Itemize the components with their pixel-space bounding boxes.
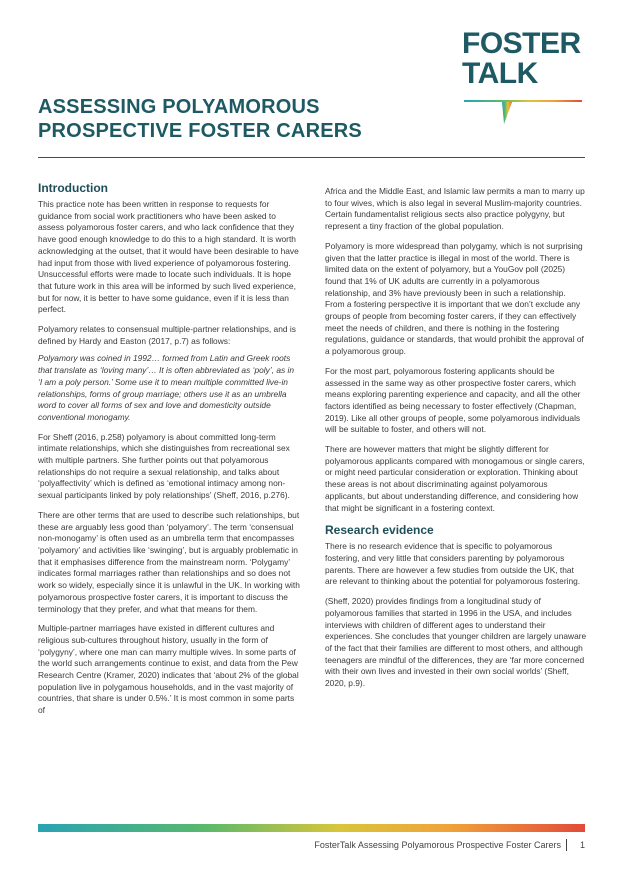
page-number: 1 [579, 840, 585, 850]
logo-line-2: TALK [462, 57, 538, 90]
right-paragraph-3: For the most part, polyamorous fostering applicants should be assessed in the same way as other prospective foster carers, which means exploring parenting experience and capacity, and all the other factors identified as being necessary to foster effectively (Chapman, 2019). Like all other groups of people, some polyamorous individuals will be suitable to foster, and others will not. [325, 365, 581, 435]
footer-separator [566, 839, 567, 851]
right-column [325, 186, 587, 698]
intro-paragraph-3: For Sheff (2016, p.258) polyamory is about committed long-term intimate relationships, which she distinguishes from recreational sex with multiple partners. She further points out that polyamorous relationships do not require a sexual relationship, and talks about ‘polyaffectivity’ which is defined as ‘emotional intimacy among non-sexual participants linked by poly relationships’ (Sheff, 2016, p.276). [38, 431, 290, 501]
title-line-1: ASSESSING POLYAMOROUS [38, 96, 320, 118]
research-paragraph-2: (Sheff, 2020) provides findings from a longitudinal study of polyamorous families that started in 1996 in the USA, and includes interviews with children of different ages to understand their experiences. She concludes that younger children are largely unaware of the fact that their families are different to most others, and although teenagers are mindful of the differences, they are ‘far more concerned with their own lives and invested in their own social worlds’ (Sheff, 2020, p.9). [325, 596, 587, 689]
title-line-2: PROSPECTIVE FOSTER CARERS [38, 120, 362, 142]
title-divider [38, 157, 585, 158]
page-title [38, 95, 418, 143]
intro-paragraph-1: This practice note has been written in response to requests for guidance from social work practitioners who have been asked to assess polyamorous foster carers, and who lack confidence that they have good enough knowledge to do this to a high standard. It is worth acknowledging at the outset, that it would have been desirable to have had input from those with lived experience of polyamorous fostering. Unsuccessful efforts were made to locate such individuals. It is hope that future work in this area will be informed by such lived experience, but for now, it is better to have some guidance, even if it is less than perfect. [38, 199, 299, 315]
fostertalk-logo [462, 27, 592, 134]
speech-bubble-icon [462, 94, 592, 134]
right-paragraph-4: There are however matters that might be slightly different for polyamorous applicants compared with monogamous or single carers, or might need particular consideration or exploration. Thinking about these areas is not about discriminating against polyamorous applicants, but about understanding difference, and considering how that might be significant in a fostering context. [325, 444, 585, 513]
right-paragraph-2: Polyamory is more widespread than polygamy, which is not surprising given that the latter practice is illegal in most of the world. There is limited data on the extent of polyamory, but a YouGov poll (2025) found that 1% of UK adults are currently in a polyamorous relationship, and 3% have previously been in such a relationship. From a fostering perspective it is important that we don’t exclude any groups of people from becoming foster carers, if they can effectively meet the needs of children, and there is nothing in the fostering regulations, guidance or standards, that would prohibit the approval of a polyamorous group. [325, 240, 584, 357]
right-paragraph-1: Africa and the Middle East, and Islamic law permits a man to marry up to four wives, which is also legal in several Muslim-majority countries. Certain fundamentalist religious sects also practice polygyny, but represent a tiny fraction of the global population. [325, 186, 585, 232]
research-paragraph-1: There is no research evidence that is specific to polyamorous fostering, and very little that considers parenting by polyamorous parents. There are however a few studies from outside the UK, that are relevant to thinking about the potential for polyamorous fostering. [325, 541, 581, 587]
left-column [38, 180, 300, 725]
introduction-heading: Introduction [38, 181, 108, 195]
intro-paragraph-2: Polyamory relates to consensual multiple-partner relationships, and is defined by Hardy and Easton (2017, p.7) as follows: [38, 324, 296, 346]
footer-gradient-bar [38, 824, 585, 832]
intro-paragraph-5: Multiple-partner marriages have existed in different cultures and religious sub-cultures throughout history, usually in the form of ‘polygyny’, where one man can marry multiple wives. In some parts of the world such arrangements continue to exist, and data from the Pew Research Centre (Kramer, 2020) indicates that ‘about 2% of the global population live in polygamous households, and in the vast majority of countries, that share is under 0.5%.’ It is most common in some parts of [38, 623, 299, 716]
footer-title: FosterTalk Assessing Polyamorous Prospective Foster Carers [314, 840, 561, 850]
logo-line-1: FOSTER [462, 27, 581, 60]
research-evidence-heading: Research evidence [325, 523, 434, 538]
intro-paragraph-4: There are other terms that are used to describe such relationships, but these are arguably less good than ‘polyamory’. The term ‘consensual non-monogamy’ is often used as an umbrella term that encompasses ‘polyamory’ and activities like ‘swinging’, but is arguably problematic in that it emphasises difference from the mainstream norm. ‘Polygamy’ indicates formal marriages rather than relationships and so does not work so widely, especially since it is unlawful in the UK. In working with polyamorous prospective foster carers, it is important to discuss the terminology that they prefer, and what that means for them. [38, 509, 300, 614]
definition-quote: Polyamory was coined in 1992… formed from Latin and Greek roots that translate as ‘loving many’… It is often abbreviated as ‘poly’, as in ‘I am a poly person.’ Some use it to mean multiple committed live-in relationships, forms of group marriage; others use it as an umbrella word to cover all forms of sex and love and domesticity outside conventional monogamy. [38, 353, 295, 422]
